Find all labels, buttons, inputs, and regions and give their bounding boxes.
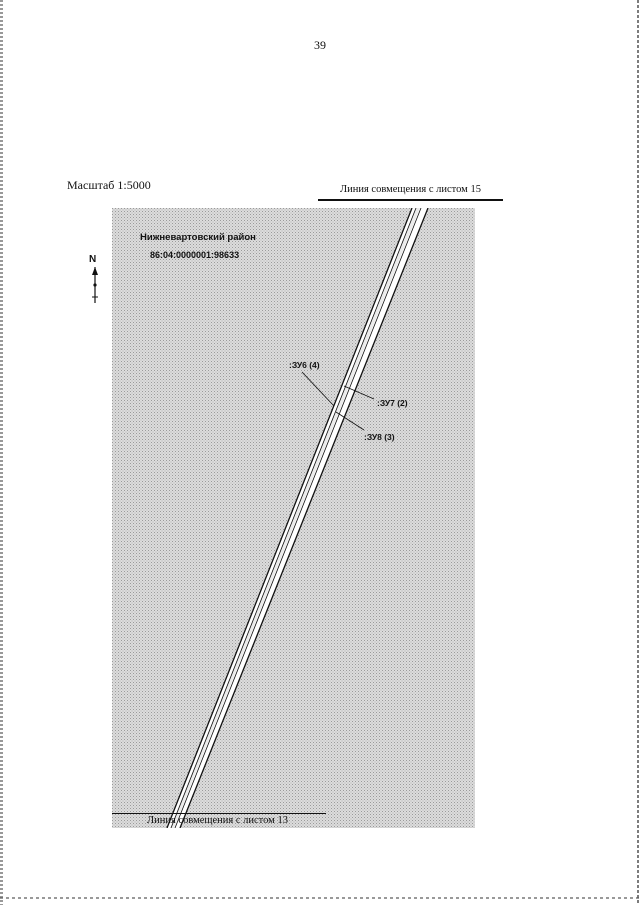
parcel-label-zu8: :ЗУ8 (3) (364, 432, 395, 442)
north-arrow-icon (88, 255, 102, 305)
join-line-top (318, 199, 503, 201)
cadastral-number-label: 86:04:0000001:98633 (150, 250, 240, 260)
map-area (112, 208, 475, 828)
north-letter: N (89, 254, 97, 265)
scan-edge-left (0, 0, 3, 905)
page-number: 39 (314, 38, 326, 52)
parcel-label-zu6: :ЗУ6 (4) (289, 360, 320, 370)
join-line-bottom-label: Линия совмещения с листом 13 (147, 815, 288, 826)
map-canvas (112, 208, 475, 828)
district-label: Нижневартовский район (140, 232, 256, 243)
scan-edge-right (637, 0, 639, 905)
join-line-bottom (112, 813, 326, 814)
parcel-label-zu7: :ЗУ7 (2) (377, 398, 408, 408)
scale-label: Масштаб 1:5000 (67, 178, 151, 192)
join-line-top-label: Линия совмещения с листом 15 (340, 184, 481, 195)
scan-edge-bottom (0, 897, 640, 899)
